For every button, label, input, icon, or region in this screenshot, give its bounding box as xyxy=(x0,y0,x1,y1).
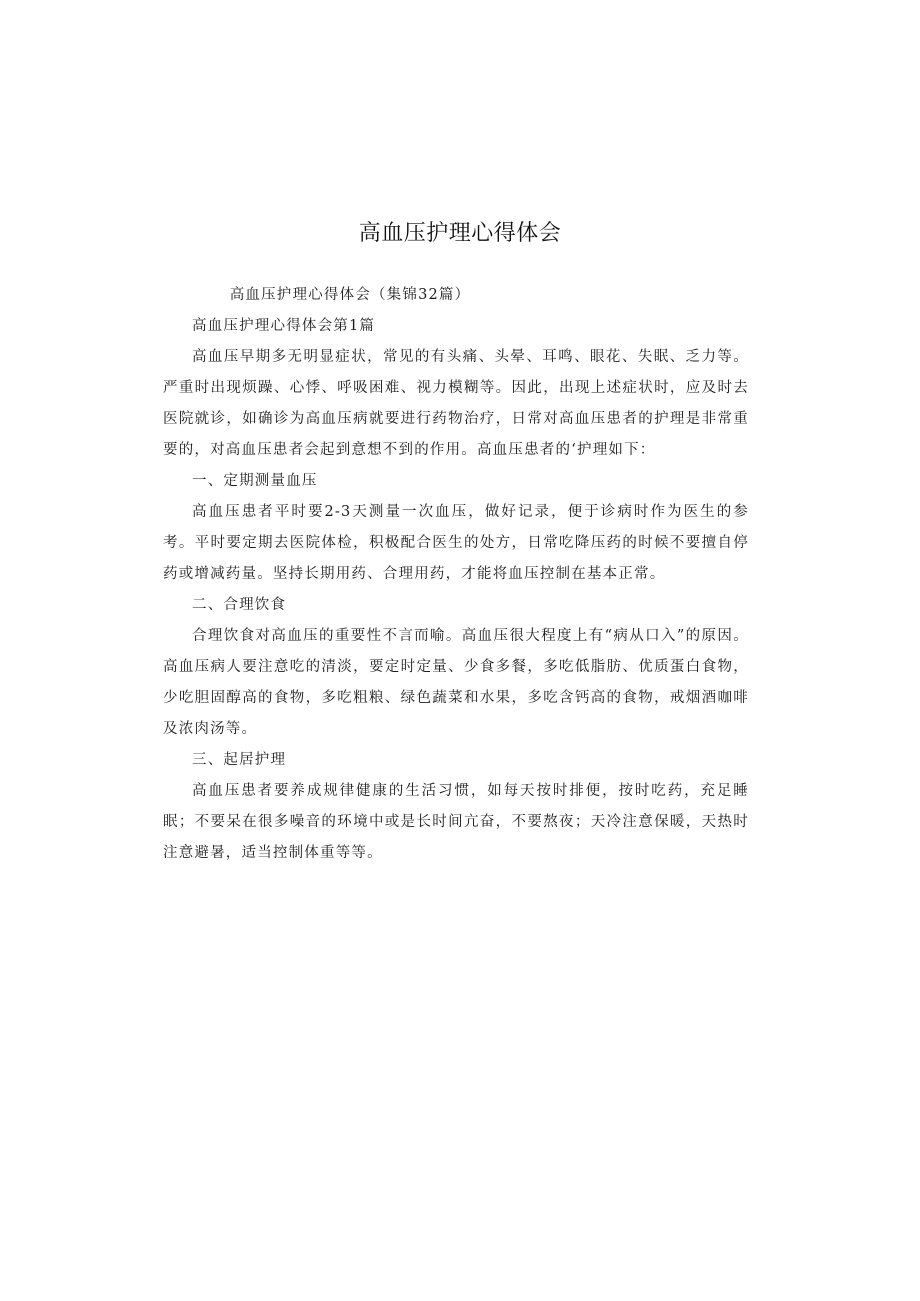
paragraph-intro: 高血压早期多无明显症状，常见的有头痛、头晕、耳鸣、眼花、失眠、乏力等。严重时出现烦躁、心悸、呼吸困难、视力模糊等。因此，出现上述症状时，应及时去医院就诊，如确诊为高血压病就要进行药物治疗，日常对高血压患者的护理是非常重要的，对高血压患者会起到意想不到的作用。高血压患者的‘护理如下： xyxy=(163,349,749,458)
document-subtitle: 高血压护理心得体会（集锦32篇） xyxy=(229,287,471,303)
document-body xyxy=(163,280,749,869)
heading-1: 一、定期测量血压 xyxy=(192,473,318,489)
paragraph-1: 高血压患者平时要2-3天测量一次血压，做好记录，便于诊病时作为医生的参考。平时要定期去医院体检，积极配合医生的处方，日常吃降压药的时候不要擅自停药或增减药量。坚持长期用药、合理用药，才能将血压控制在基本正常。 xyxy=(163,504,749,582)
paragraph-3: 高血压患者要养成规律健康的生活习惯，如每天按时排便，按时吃药，充足睡眠；不要呆在很多噪音的环境中或是长时间亢奋，不要熬夜；天冷注意保暖，天热时注意避暑，适当控制体重等等。 xyxy=(163,783,749,861)
section-title: 高血压护理心得体会第1篇 xyxy=(192,318,376,334)
document-title: 高血压护理心得体会 xyxy=(358,221,562,246)
heading-3: 三、起居护理 xyxy=(192,752,287,768)
heading-2: 二、合理饮食 xyxy=(192,597,287,613)
paragraph-2: 合理饮食对高血压的重要性不言而喻。高血压很大程度上有“病从口入”的原因。高血压病人要注意吃的清淡，要定时定量、少食多餐，多吃低脂肪、优质蛋白食物，少吃胆固醇高的食物，多吃粗粮、绿色蔬菜和水果，多吃含钙高的食物，戒烟酒咖啡及浓肉汤等。 xyxy=(163,628,749,737)
